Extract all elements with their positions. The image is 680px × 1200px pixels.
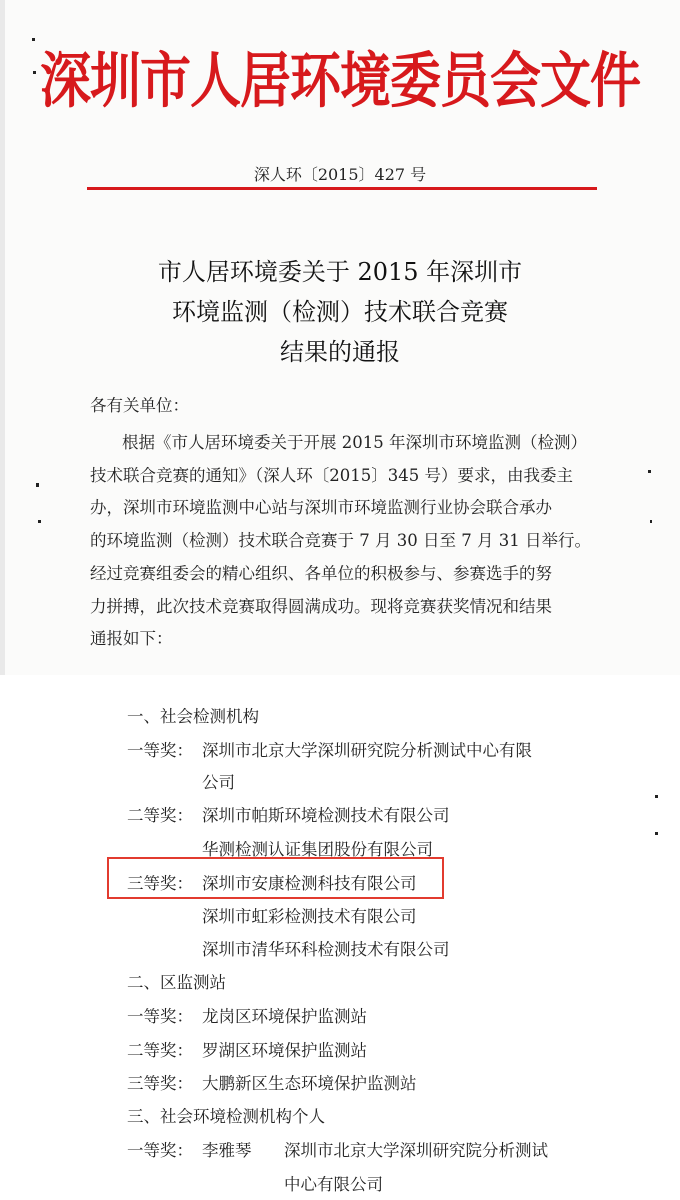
- winner-org: 华测检测认证集团股份有限公司: [202, 840, 433, 859]
- winner-org: 龙岗区环境保护监测站: [202, 1007, 367, 1026]
- paragraph-line: 技术联合竞赛的通知》（深人环〔2015〕345 号）要求，由我委主: [90, 466, 573, 485]
- section-heading: 三、社会环境检测机构个人: [127, 1107, 325, 1126]
- scan-speck: [648, 470, 651, 473]
- paragraph-line: 根据《市人居环境委关于开展 2015 年深圳市环境监测（检测）: [122, 433, 587, 452]
- prize-label: 一等奖：: [127, 1007, 193, 1026]
- winner-org: 深圳市北京大学深圳研究院分析测试: [284, 1141, 548, 1160]
- paragraph-line: 通报如下：: [90, 629, 173, 648]
- prize-label: 一等奖：: [127, 1141, 193, 1160]
- prize-label: 一等奖：: [127, 741, 193, 760]
- scan-speck: [650, 520, 652, 523]
- winner-org: 深圳市安康检测科技有限公司: [202, 874, 417, 893]
- winner-org: 深圳市虹彩检测技术有限公司: [202, 907, 417, 926]
- prize-label: 三等奖：: [127, 1074, 193, 1093]
- scan-speck: [38, 520, 41, 523]
- document-header-title: 深圳市人居环境委员会文件: [39, 46, 640, 117]
- prize-label: 二等奖：: [127, 806, 193, 825]
- winner-org: 公司: [202, 773, 235, 792]
- scan-speck: [655, 832, 658, 835]
- paragraph-line: 经过竞赛组委会的精心组织、各单位的积极参与、参赛选手的努: [90, 564, 552, 583]
- scan-speck: [36, 483, 39, 487]
- salutation: 各有关单位：: [90, 396, 189, 415]
- winner-org: 罗湖区环境保护监测站: [202, 1041, 367, 1060]
- section-heading: 一、社会检测机构: [127, 707, 259, 726]
- document-number: 深人环〔2015〕427 号: [253, 165, 427, 184]
- winner-person: 李雅琴: [202, 1141, 252, 1160]
- section-heading: 二、区监测站: [127, 973, 226, 992]
- winner-org: 深圳市清华环科检测技术有限公司: [202, 940, 450, 959]
- winner-org: 深圳市帕斯环境检测技术有限公司: [202, 806, 450, 825]
- paragraph-line: 办，深圳市环境监测中心站与深圳市环境监测行业协会联合承办: [90, 498, 552, 517]
- title-line: 环境监测（检测）技术联合竞赛: [172, 298, 508, 326]
- highlight-box: [107, 857, 444, 899]
- winner-org: 大鹏新区生态环境保护监测站: [202, 1074, 417, 1093]
- title-line: 市人居环境委关于 2015 年深圳市: [157, 258, 523, 286]
- scan-speck: [655, 795, 658, 798]
- prize-label: 三等奖：: [127, 874, 193, 893]
- title-line: 结果的通报: [280, 338, 400, 366]
- winner-org: 深圳市北京大学深圳研究院分析测试中心有限: [202, 741, 532, 760]
- paragraph-line: 的环境监测（检测）技术联合竞赛于 7 月 30 日至 7 月 31 日举行。: [90, 531, 591, 550]
- paragraph-line: 力拼搏，此次技术竞赛取得圆满成功。现将竞赛获奖情况和结果: [90, 597, 552, 616]
- winner-org: 中心有限公司: [284, 1175, 383, 1194]
- prize-label: 二等奖：: [127, 1041, 193, 1060]
- notice-title: [0, 252, 680, 372]
- header-red-rule: [87, 187, 597, 190]
